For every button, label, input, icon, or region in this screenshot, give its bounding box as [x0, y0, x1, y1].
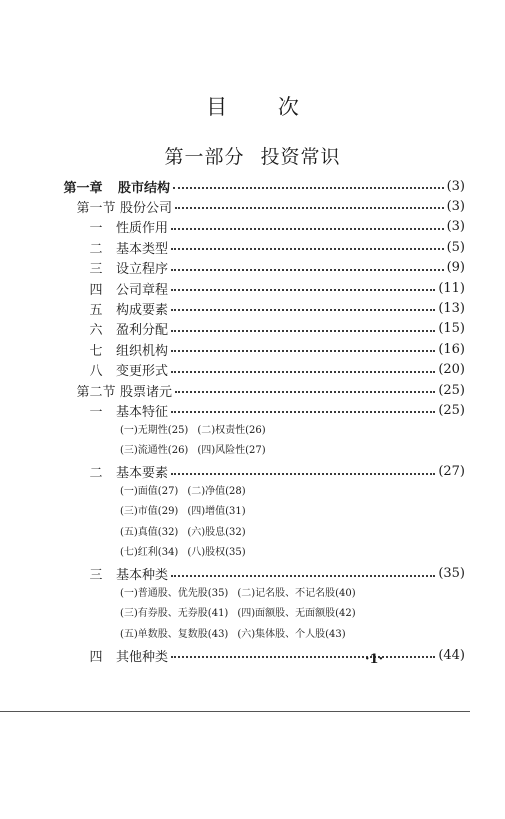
toc-subentry: (六)股息(32) [187, 526, 246, 538]
toc-subentry: (一)普通股、优先股(35) [120, 588, 229, 599]
toc-entry-number: 四 [89, 282, 103, 298]
toc-entry-label: 设立程序 [116, 262, 169, 278]
dot-leader [175, 391, 435, 393]
toc-entry-number: 四 [89, 649, 103, 665]
toc-entry-chapter [0, 176, 465, 196]
toc-entry-number: 三 [89, 568, 103, 584]
toc-subentry: (四)面额股、无面额股(42) [237, 608, 356, 620]
toc-entry-label: 股市结构 [118, 180, 171, 196]
toc-entry-section [0, 380, 465, 400]
toc-entry-item [0, 319, 465, 339]
toc-entry-page: (11) [438, 280, 465, 296]
toc-subentry: (八)股权(35) [187, 547, 246, 559]
toc-entry-label: 构成要素 [116, 302, 169, 318]
toc-entry-number: 二 [89, 241, 103, 257]
dot-leader [175, 207, 444, 209]
dot-leader [171, 411, 435, 413]
toc-entry-number: 五 [89, 302, 103, 318]
dot-leader [171, 269, 444, 271]
toc-entry-item [0, 462, 465, 482]
toc-entry-number: 一 [89, 404, 103, 420]
toc-subentry: (五)真值(32) [120, 526, 179, 538]
toc-entry-label: 其他种类 [116, 649, 169, 665]
toc-subentry-row [120, 585, 365, 603]
toc-subentry-row [120, 626, 355, 644]
toc-entry-number: 六 [89, 323, 103, 339]
toc-entry-number: 一 [89, 221, 103, 237]
toc-entry-label: 股份公司 [120, 200, 173, 216]
toc-subentry: (三)流通性(26) [120, 445, 189, 457]
toc-entry-number: 三 [89, 262, 103, 278]
toc-entry-item [0, 400, 465, 420]
toc-entry-label: 基本要素 [116, 466, 169, 482]
dot-leader [171, 330, 435, 332]
toc-entry-page: (35) [438, 566, 465, 582]
toc-entry-section [0, 196, 465, 216]
toc-entry-page: (5) [446, 239, 465, 255]
toc-entry-number: 八 [89, 364, 103, 380]
part-title [0, 142, 505, 169]
toc-subentry: (二)权责性(26) [197, 424, 266, 436]
toc-entry-label: 基本种类 [116, 568, 169, 584]
toc-entry-label: 股票诸元 [120, 384, 173, 400]
dot-leader [171, 656, 435, 658]
toc-entry-label: 基本类型 [116, 241, 169, 257]
dot-leader [171, 228, 444, 230]
dot-leader [173, 187, 444, 189]
toc-subentry: (四)增值(31) [187, 506, 246, 518]
toc-subentry: (三)有券股、无券股(41) [120, 608, 229, 620]
toc-entry-page: (15) [438, 321, 465, 337]
toc-entry-label: 性质作用 [116, 221, 169, 237]
toc-entry-page: (25) [438, 402, 465, 418]
toc-subentry: (七)红利(34) [120, 547, 179, 559]
toc-entry-item [0, 237, 465, 257]
toc-subentry: (二)净值(28) [187, 486, 246, 497]
toc-subentry-row [120, 605, 365, 623]
toc-entry-item [0, 645, 465, 665]
toc-entry-number: 七 [89, 343, 103, 359]
dot-leader [171, 350, 435, 352]
toc-entry-item [0, 258, 465, 278]
toc-entry-number: 第一节 [76, 200, 116, 216]
toc-entry-item [0, 278, 465, 298]
page-title: 目 次 [206, 95, 321, 119]
toc-subentry-row [120, 442, 275, 460]
bottom-rule [0, 711, 470, 712]
dot-leader [171, 289, 435, 291]
toc-subentry: (二)记名股、不记名股(40) [237, 588, 356, 599]
toc-entry-label: 公司章程 [116, 282, 169, 298]
toc-entry-page: (20) [438, 362, 465, 378]
toc-entry-number: 第一章 [63, 180, 103, 196]
toc-entry-label: 盈利分配 [116, 323, 169, 339]
toc-entry-page: (9) [446, 260, 465, 276]
toc-subentry: (四)风险性(27) [197, 445, 266, 457]
toc-entry-page: (44) [438, 647, 465, 663]
toc-entry-page: (25) [438, 382, 465, 398]
toc-entry-number: 二 [89, 466, 103, 482]
toc-entry-number: 第二节 [76, 384, 116, 400]
toc-subentry: (五)单数股、复数股(43) [120, 628, 229, 640]
toc-entry-page: (3) [446, 178, 465, 194]
page-number: ·1· [365, 652, 384, 667]
dot-leader [171, 371, 435, 373]
toc-subentry: (一)面值(27) [120, 486, 179, 497]
toc-subentry: (六)集体股、个人股(43) [237, 628, 346, 640]
dot-leader [171, 248, 444, 250]
dot-leader [171, 309, 435, 311]
toc-subentry: (一)无期性(25) [120, 424, 189, 436]
dot-leader [171, 473, 435, 475]
toc-subentry-row [120, 422, 275, 440]
dot-leader [171, 575, 435, 577]
toc-entry-item [0, 298, 465, 318]
toc-entry-label: 变更形式 [116, 364, 169, 380]
toc-entry-page: (3) [446, 219, 465, 235]
toc-entry-item [0, 564, 465, 584]
toc-entry-item [0, 217, 465, 237]
toc-subentry-row [120, 544, 255, 562]
toc-entry-page: (27) [438, 464, 465, 480]
toc-subentry-row [120, 483, 255, 501]
toc-entry-page: (3) [446, 198, 465, 214]
toc-entry-item [0, 360, 465, 380]
toc-entry-label: 组织机构 [116, 343, 169, 359]
toc-subentry: (三)市值(29) [120, 506, 179, 518]
toc-entry-item [0, 339, 465, 359]
toc-entry-label: 基本特征 [116, 404, 169, 420]
part-title-number: 第一部分 [164, 146, 245, 168]
part-title-name: 投资常识 [260, 146, 341, 168]
toc-entry-page: (13) [438, 300, 465, 316]
toc-subentry-row [120, 503, 255, 521]
toc-subentry-row [120, 524, 255, 542]
toc-entry-page: (16) [438, 341, 465, 357]
